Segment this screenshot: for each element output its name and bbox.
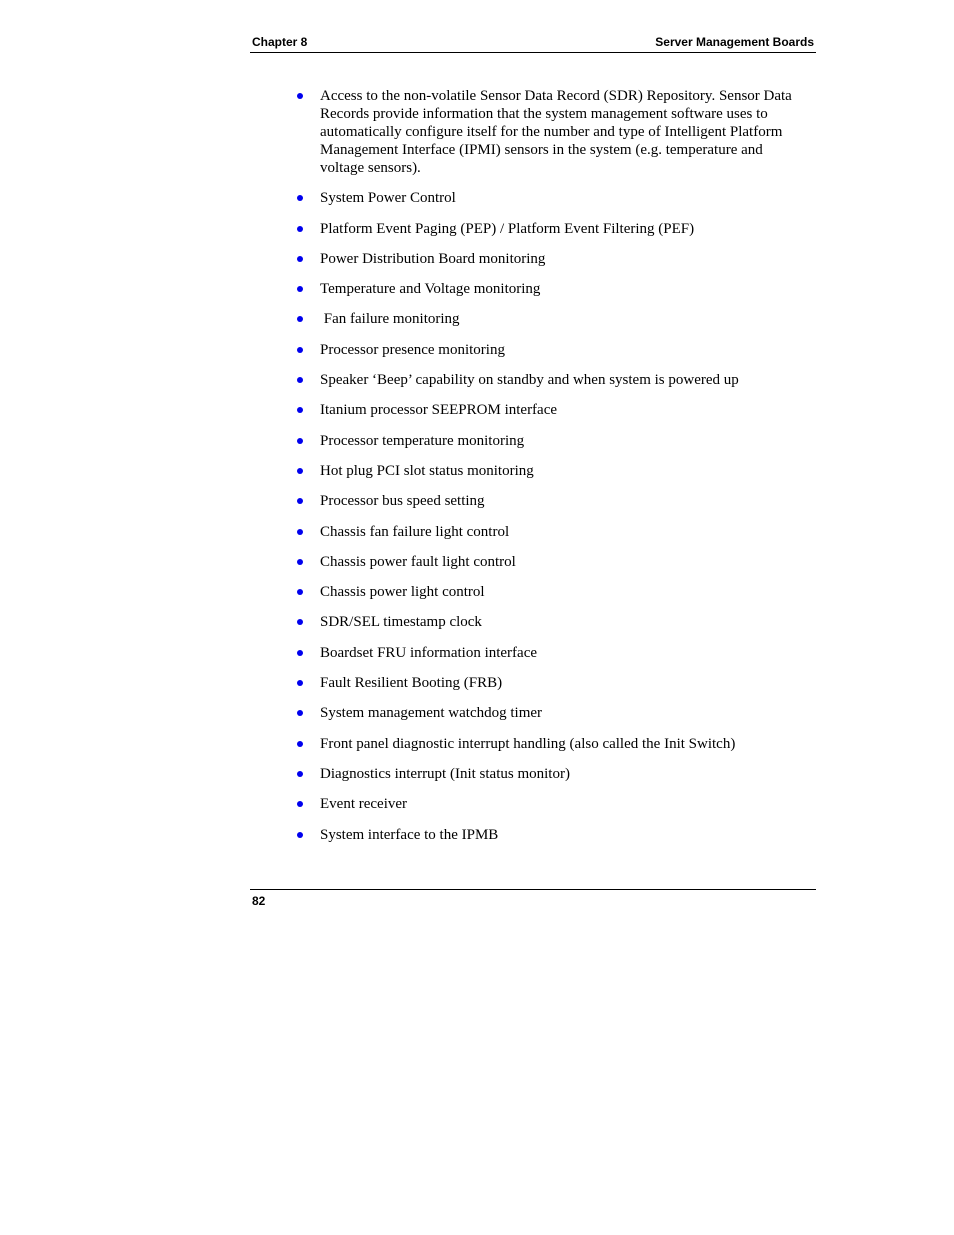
feature-list	[297, 87, 797, 856]
list-item-text: Power Distribution Board monitoring	[320, 250, 546, 267]
bullet-icon	[297, 377, 303, 383]
list-item	[297, 795, 797, 813]
list-item-text: Chassis power light control	[320, 584, 485, 601]
list-item	[297, 220, 797, 238]
bullet-icon	[297, 407, 303, 413]
bullet-icon	[297, 619, 303, 625]
list-item	[297, 553, 797, 571]
list-item	[297, 87, 797, 177]
bullet-icon	[297, 771, 303, 777]
list-item	[297, 462, 797, 480]
list-item	[297, 765, 797, 783]
list-item-text: System management watchdog timer	[320, 705, 543, 722]
bullet-icon	[297, 468, 303, 474]
bullet-icon	[297, 498, 303, 504]
list-item-text: Fan failure monitoring	[320, 311, 460, 328]
bullet-icon	[297, 741, 303, 747]
list-item-text: Chassis fan failure light control	[320, 523, 510, 540]
list-item	[297, 341, 797, 359]
chapter-label: Chapter 8	[252, 35, 308, 49]
bullet-icon	[297, 316, 303, 322]
page-header	[250, 33, 816, 53]
bullet-icon	[297, 93, 303, 99]
list-item	[297, 401, 797, 419]
list-item	[297, 280, 797, 298]
list-item	[297, 735, 797, 753]
list-item-text: Temperature and Voltage monitoring	[320, 281, 541, 298]
list-item-text: System Power Control	[320, 190, 456, 207]
list-item	[297, 613, 797, 631]
list-item-text: Processor temperature monitoring	[320, 432, 525, 449]
list-item-text: Processor presence monitoring	[320, 341, 505, 358]
bullet-icon	[297, 680, 303, 686]
bullet-icon	[297, 195, 303, 201]
page-footer	[250, 889, 816, 908]
list-item-text: Event receiver	[320, 796, 408, 813]
list-item	[297, 310, 797, 328]
bullet-icon	[297, 801, 303, 807]
list-item	[297, 492, 797, 510]
list-item	[297, 523, 797, 541]
list-item-text: Chassis power fault light control	[320, 553, 516, 570]
list-item-text: Diagnostics interrupt (Init status monitor)	[320, 765, 570, 782]
section-title: Server Management Boards	[655, 35, 814, 49]
bullet-icon	[297, 589, 303, 595]
list-item	[297, 250, 797, 268]
list-item-text: SDR/SEL timestamp clock	[320, 614, 482, 631]
bullet-icon	[297, 256, 303, 262]
list-item	[297, 704, 797, 722]
list-item-text: Itanium processor SEEPROM interface	[320, 402, 558, 419]
bullet-icon	[297, 832, 303, 838]
list-item-text: Platform Event Paging (PEP) / Platform Event Filtering (PEF)	[320, 220, 695, 237]
bullet-icon	[297, 347, 303, 353]
list-item	[297, 189, 797, 207]
list-item-text: System interface to the IPMB	[320, 826, 499, 843]
list-item	[297, 371, 797, 389]
bullet-icon	[297, 529, 303, 535]
bullet-icon	[297, 286, 303, 292]
list-item	[297, 674, 797, 692]
list-item-text: Fault Resilient Booting (FRB)	[320, 675, 503, 692]
page-number: 82	[252, 894, 266, 908]
list-item-text: Access to the non-volatile Sensor Data Record (SDR) Repository. Sensor Data Records provide information that the system management software uses to automatically configure itself for the number and type of Intelligent Platform Management Interface (IPMI) sensors in the system (e.g. temperature and voltage sensors).	[320, 88, 792, 176]
list-item	[297, 583, 797, 601]
list-item	[297, 644, 797, 662]
list-item-text: Speaker ‘Beep’ capability on standby and when system is powered up	[320, 372, 739, 389]
list-item-text: Front panel diagnostic interrupt handling (also called the Init Switch)	[320, 735, 736, 752]
list-item	[297, 826, 797, 844]
list-item-text: Hot plug PCI slot status monitoring	[320, 462, 534, 479]
list-item	[297, 432, 797, 450]
bullet-icon	[297, 438, 303, 444]
bullet-icon	[297, 226, 303, 232]
bullet-icon	[297, 710, 303, 716]
bullet-icon	[297, 559, 303, 565]
list-item-text: Boardset FRU information interface	[320, 644, 538, 661]
bullet-icon	[297, 650, 303, 656]
list-item-text: Processor bus speed setting	[320, 493, 485, 510]
